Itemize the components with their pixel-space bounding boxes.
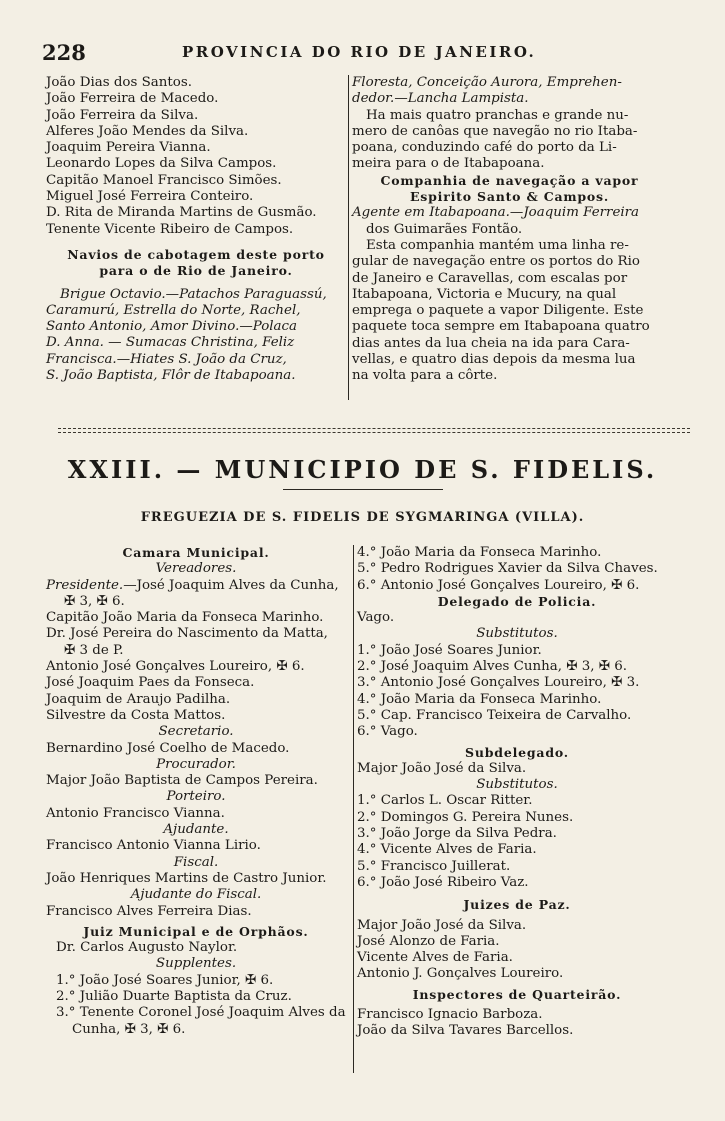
list-item: 6.° Antonio José Gonçalves Loureiro, ✠ 6. [357,577,640,593]
subheading: Supplentes. [155,956,237,972]
paragraph-line: S. João Baptista, Flôr de Itabapoana. [46,368,296,384]
paragraph-line: Ha mais quatro pranchas e grande nu- [366,107,629,123]
list-item: Joaquim Pereira Vianna. [46,140,211,156]
paragraph-line: Itabapoana, Victoria e Mucury, na qual [352,286,617,302]
paragraph-line: na volta para a côrte. [352,368,498,384]
column-divider [348,75,349,400]
role-label: Presidente. [46,577,124,593]
list-item: Francisco Alves Ferreira Dias. [46,903,252,919]
list-item: 3.° Antonio José Gonçalves Loureiro, ✠ 3. [357,675,640,691]
list-item: José Joaquim Paes da Fonseca. [46,675,255,691]
divider-rule [58,432,690,433]
section-heading: Juizes de Paz. [463,897,571,913]
paragraph-line: dos Guimarães Fontão. [366,221,523,237]
paragraph-line: Floresta, Conceição Aurora, Emprehen- [352,75,622,90]
list-item: Bernardino José Coelho de Macedo. [46,740,290,756]
section-heading: Delegado de Policia. [437,593,597,609]
list-item: Major João Baptista de Campos Pereira. [46,773,318,789]
list-item: 3.° Tenente Coronel José Joaquim Alves da [56,1005,346,1021]
list-item: João Ferreira de Macedo. [46,91,219,107]
paragraph-line: Francisca.—Hiates S. João da Cruz, [46,351,287,367]
paragraph-line: mero de canôas que navegão no rio Itaba- [352,123,638,139]
paragraph-line: D. Anna. — Sumacas Christina, Feliz [46,335,295,351]
list-item: Capitão Manoel Francisco Simões. [46,172,282,188]
list-item: Alferes João Mendes da Silva. [46,123,249,139]
list-item: Capitão João Maria da Fonseca Marinho. [46,610,324,626]
section-title: XXIII. — MUNICIPIO DE S. FIDELIS. [67,455,658,484]
list-item: João Henriques Martins de Castro Junior. [46,870,327,886]
section-heading: Camara Municipal. [122,545,270,560]
list-item: 5.° Francisco Juillerat. [357,858,511,874]
paragraph-line: Caramurú, Estrella do Norte, Rachel, [46,302,301,318]
list-item: 5.° Cap. Francisco Teixeira de Carvalho. [357,707,632,723]
paragraph-line: poana, conduzindo café do porto da Li- [352,140,617,156]
paragraph-line: meira para o de Itabapoana. [352,156,545,172]
role-name: —José Joaquim Alves da Cunha, [123,577,339,593]
subsection-title: FREGUEZIA DE S. FIDELIS DE SYGMARINGA (VILLA). [140,510,585,525]
list-item: João Dias dos Santos. [46,75,192,90]
paragraph-line: emprega o paquete a vapor Diligente. Este [352,303,644,319]
list-item: 1.° João José Soares Junior, ✠ 6. [56,972,274,988]
subheading: Porteiro. [166,789,226,805]
list-item: 6.° João José Ribeiro Vaz. [357,874,529,890]
list-item: Dr. José Pereira do Nascimento da Matta, [46,626,328,642]
section-heading: para o de Rio de Janeiro. [99,263,293,279]
list-item: Leonardo Lopes da Silva Campos. [46,156,277,172]
list-item: Major João José da Silva. [357,917,527,933]
column-divider [353,545,354,1073]
section-heading: Subdelegado. [465,744,569,760]
list-item: 2.° José Joaquim Alves Cunha, ✠ 3, ✠ 6. [357,659,628,675]
list-item: 1.° Carlos L. Oscar Ritter. [357,793,533,809]
title-underline [283,489,443,490]
list-item: Vago. [357,610,395,626]
list-item: 4.° João Maria da Fonseca Marinho. [357,545,602,560]
subheading: Ajudante do Fiscal. [130,887,262,903]
paragraph-line: Brigue Octavio.—Patachos Paraguassú, [60,286,327,302]
list-item: Cunha, ✠ 3, ✠ 6. [72,1021,186,1037]
list-item: Vicente Alves de Faria. [357,950,513,966]
list-item: João Ferreira da Silva. [46,107,199,123]
list-item: 1.° João José Soares Junior. [357,642,542,658]
list-item: Dr. Carlos Augusto Naylor. [56,940,238,956]
list-item: 3.° João Jorge da Silva Pedra. [357,826,557,842]
list-item: 5.° Pedro Rodrigues Xavier da Silva Chaves. [357,561,658,577]
list-item: José Alonzo de Faria. [357,933,500,949]
left-column-bottom [46,545,346,1038]
subheading: Substitutos. [476,626,558,642]
subheading: Vereadores. [155,561,237,577]
list-item [46,578,346,594]
list-item: ✠ 3 de P. [64,642,124,658]
paragraph-line: vellas, e quatro dias depois da mesma lua [352,352,636,368]
paragraph-line: Esta companhia mantém uma linha re- [366,237,629,253]
list-item: Antonio José Gonçalves Loureiro, ✠ 6. [46,659,305,675]
subheading: Secretario. [158,724,234,740]
right-column-bottom [357,545,677,1040]
list-item: Tenente Vicente Ribeiro de Campos. [46,221,294,237]
list-item: Antonio Francisco Vianna. [46,805,225,821]
list-item: Antonio J. Gonçalves Loureiro. [357,966,564,982]
divider-rule [58,428,690,429]
section-heading: Inspectores de Quarteirão. [412,986,622,1002]
list-item: 4.° Vicente Alves de Faria. [357,842,537,858]
list-item: Major João José da Silva. [357,760,527,776]
subheading: Substitutos. [476,777,558,793]
running-title: PROVINCIA DO RIO DE JANEIRO. [182,43,537,61]
list-item: Francisco Antonio Vianna Lirio. [46,838,261,854]
paragraph-line: de Janeiro e Caravellas, com escalas por [352,270,628,286]
paragraph-line: Agente em Itabapoana.—Joaquim Ferreira [352,205,640,221]
section-heading: Companhia de navegação a vapor [380,172,639,188]
section-heading: Juiz Municipal e de Orphãos. [83,923,309,939]
paragraph-line: dias antes da lua cheia na ida para Cara- [352,335,630,351]
left-column-top [46,75,346,384]
subheading: Fiscal. [173,854,219,870]
paragraph-line: dedor.—Lancha Lampista. [352,91,529,107]
section-heading: Espirito Santo & Campos. [409,189,610,205]
subheading: Procurador. [156,756,236,772]
page-header [42,40,692,72]
list-item: 6.° Vago. [357,724,418,740]
right-column-top [352,75,667,385]
section-heading: Navios de cabotagem deste porto [67,246,325,262]
list-item: 2.° Julião Duarte Baptista da Cruz. [56,989,292,1005]
list-item: 2.° Domingos G. Pereira Nunes. [357,809,574,825]
paragraph-line: gular de navegação entre os portos do Rio [352,254,640,270]
list-item: Francisco Ignacio Barboza. [357,1007,543,1023]
list-item: ✠ 3, ✠ 6. [64,593,125,609]
list-item: Miguel José Ferreira Conteiro. [46,189,254,205]
list-item: D. Rita de Miranda Martins de Gusmão. [46,205,317,221]
paragraph-line: Santo Antonio, Amor Divino.—Polaca [46,319,298,335]
paragraph-line: paquete toca sempre em Itabapoana quatro [352,319,650,335]
list-item: 4.° João Maria da Fonseca Marinho. [357,691,602,707]
list-item: Silvestre da Costa Mattos. [46,707,226,723]
subheading: Ajudante. [163,822,229,838]
list-item: Joaquim de Araujo Padilha. [46,691,231,707]
page-number: 228 [42,40,86,65]
list-item: João da Silva Tavares Barcellos. [357,1023,574,1039]
